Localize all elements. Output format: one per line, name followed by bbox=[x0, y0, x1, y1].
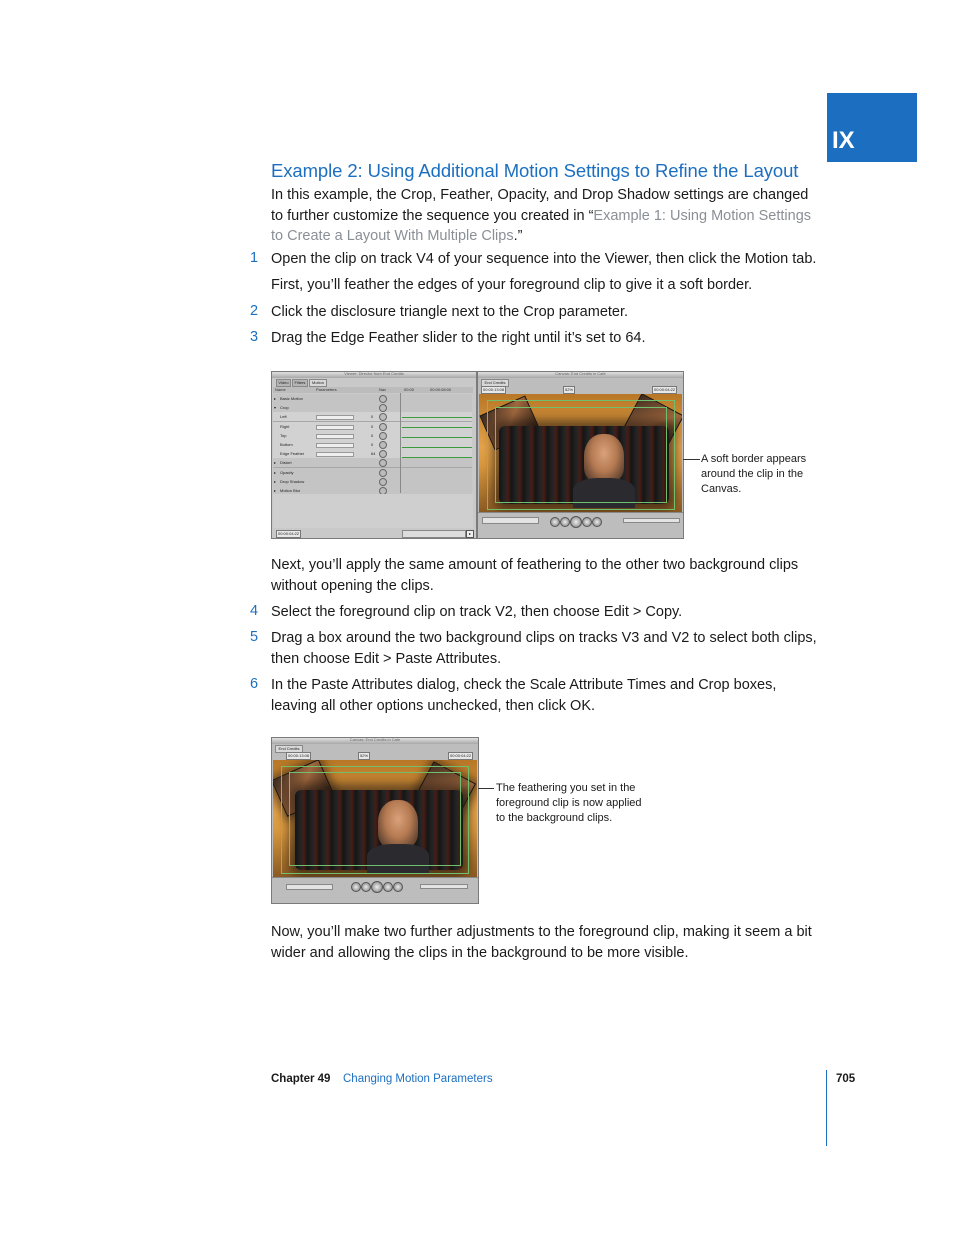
keyframe-button-icon[interactable] bbox=[379, 404, 387, 412]
play-around-button[interactable] bbox=[383, 882, 393, 892]
canvas-video-frame bbox=[273, 760, 477, 877]
parameter-label: Opacity bbox=[280, 469, 294, 475]
canvas-transport-controls bbox=[272, 877, 478, 903]
parameter-slider[interactable] bbox=[316, 425, 354, 430]
play-around-button[interactable] bbox=[582, 517, 592, 527]
canvas-title-bar bbox=[272, 738, 478, 744]
play-in-to-out-button[interactable] bbox=[560, 517, 570, 527]
keyframe-button-icon[interactable] bbox=[379, 423, 387, 431]
section-heading: Example 2: Using Additional Motion Settings to Refine the Layout bbox=[271, 160, 799, 181]
canvas-title-bar bbox=[478, 372, 683, 378]
column-nav: Nav bbox=[379, 387, 387, 392]
play-button[interactable] bbox=[570, 516, 582, 528]
next-edit-button[interactable] bbox=[393, 882, 403, 892]
timeline-divider bbox=[400, 393, 401, 493]
play-in-to-out-button[interactable] bbox=[361, 882, 371, 892]
parameter-label: Top bbox=[280, 432, 287, 438]
step-number: 3 bbox=[250, 329, 259, 345]
footer-divider bbox=[826, 1070, 827, 1146]
canvas-duration-timecode[interactable]: 00:00:13:08 bbox=[483, 387, 505, 392]
canvas-title: Canvas: End Credits in Cafe bbox=[349, 737, 401, 742]
column-parameters: Parameters bbox=[316, 387, 337, 392]
viewer-title: Viewer: Director from End Credits bbox=[344, 371, 404, 376]
disclosure-triangle-icon[interactable]: ▸ bbox=[274, 396, 277, 401]
parameter-label: Basic Motion bbox=[280, 396, 303, 401]
canvas-transport-controls bbox=[478, 512, 683, 538]
disclosure-triangle-icon[interactable]: ▸ bbox=[274, 488, 277, 493]
parameter-label: Crop bbox=[280, 405, 289, 411]
viewer-timecode[interactable]: 00:00:04:22 bbox=[278, 531, 300, 536]
disclosure-triangle-icon[interactable]: ▸ bbox=[274, 469, 277, 475]
disclosure-triangle-icon[interactable]: ▸ bbox=[274, 478, 277, 484]
parameter-label: Right bbox=[280, 423, 290, 429]
intro-paragraph bbox=[271, 185, 819, 247]
footer-chapter-label: Chapter 49 bbox=[271, 1073, 331, 1085]
callout-leader-line bbox=[478, 788, 494, 789]
keyframe-button-icon[interactable] bbox=[379, 450, 387, 458]
step-text: Drag a box around the two background clips on tracks V3 and V2 to select both clips, then choose Edit > Paste Attributes. bbox=[271, 630, 817, 667]
keyframe-button-icon[interactable] bbox=[379, 395, 387, 403]
step-number: 2 bbox=[250, 303, 259, 319]
play-button[interactable] bbox=[371, 881, 383, 893]
shuttle-control[interactable] bbox=[286, 884, 333, 890]
next-paragraph: Next, you’ll apply the same amount of feathering to the other two background clips without opening the clips. bbox=[271, 557, 799, 594]
page-number: 705 bbox=[836, 1073, 856, 1085]
keyframe-button-icon[interactable] bbox=[379, 469, 387, 477]
step-number: 1 bbox=[250, 250, 259, 266]
keyframe-button-icon[interactable] bbox=[379, 441, 387, 449]
intro-cross-reference-link[interactable]: Example 1: Using Motion Settings to Create a Layout With Multiple Clips bbox=[271, 207, 812, 244]
previous-edit-button[interactable] bbox=[550, 517, 560, 527]
parameter-value[interactable]: 0 bbox=[371, 432, 374, 438]
tab-filters[interactable]: Filters bbox=[292, 379, 308, 387]
tab-video[interactable]: Video bbox=[276, 379, 291, 387]
parameter-empty-area bbox=[273, 494, 473, 528]
footer-chapter-title-link[interactable]: Changing Motion Parameters bbox=[343, 1073, 493, 1085]
viewer-zoom-slider[interactable] bbox=[402, 530, 466, 538]
step-text: Drag the Edge Feather slider to the right until it’s set to 64. bbox=[271, 330, 646, 346]
scroll-right-arrow-icon[interactable]: ▸ bbox=[466, 530, 474, 538]
parameter-slider[interactable] bbox=[316, 443, 354, 448]
keyframe-line bbox=[402, 417, 472, 418]
disclosure-triangle-icon[interactable]: ▾ bbox=[274, 405, 277, 411]
step-text: In the Paste Attributes dialog, check the Scale Attribute Times and Crop boxes, leaving all other options unchecked, then click OK. bbox=[271, 677, 777, 714]
step-text: Click the disclosure triangle next to the Crop parameter. bbox=[271, 304, 629, 320]
parameter-value[interactable]: 0 bbox=[371, 442, 374, 447]
canvas-window-screenshot bbox=[477, 371, 684, 539]
step-number: 5 bbox=[250, 629, 259, 645]
parameter-label: Drop Shadow bbox=[280, 478, 305, 484]
title-safe-inner bbox=[289, 772, 461, 866]
canvas-zoom-menu[interactable]: 52% bbox=[565, 387, 574, 392]
parameter-label: Distort bbox=[280, 460, 292, 466]
keyframe-button-icon[interactable] bbox=[379, 478, 387, 486]
keyframe-line bbox=[402, 437, 472, 438]
parameter-value[interactable]: 64 bbox=[371, 451, 376, 457]
keyframe-button-icon[interactable] bbox=[379, 432, 387, 440]
jog-control[interactable] bbox=[623, 518, 680, 523]
step-text: Open the clip on track V4 of your sequence into the Viewer, then click the Motion tab. bbox=[271, 251, 817, 267]
previous-edit-button[interactable] bbox=[351, 882, 361, 892]
note-paragraph: First, you’ll feather the edges of your foreground clip to give it a soft border. bbox=[271, 277, 753, 293]
title-safe-inner bbox=[495, 407, 667, 503]
parameter-slider[interactable] bbox=[316, 415, 354, 420]
parameter-label: Motion Blur bbox=[280, 488, 301, 493]
parameter-slider[interactable] bbox=[316, 434, 354, 439]
part-tab-label: IX bbox=[832, 127, 855, 154]
canvas-zoom-menu[interactable]: 52% bbox=[360, 753, 369, 758]
parameter-column-headers bbox=[273, 387, 473, 393]
keyframe-button-icon[interactable] bbox=[379, 413, 387, 421]
figure1-callout: A soft border appears around the clip in the Canvas. bbox=[701, 453, 807, 495]
parameter-value[interactable]: 0 bbox=[371, 423, 374, 429]
keyframe-line bbox=[402, 427, 472, 428]
shuttle-control[interactable] bbox=[482, 517, 539, 524]
keyframe-line bbox=[402, 447, 472, 448]
parameter-label: Left bbox=[280, 414, 287, 420]
column-end-time: 00:00:08:00 bbox=[430, 387, 452, 392]
tab-end-credits[interactable]: End Credits bbox=[275, 745, 303, 753]
parameter-value[interactable]: 0 bbox=[371, 414, 374, 420]
figure2-callout: The feathering you set in the foreground clip is now applied to the background clips. bbox=[496, 782, 642, 824]
disclosure-triangle-icon[interactable]: ▸ bbox=[274, 460, 277, 466]
viewer-window-screenshot bbox=[271, 371, 477, 539]
canvas-window-screenshot-2 bbox=[271, 737, 479, 904]
parameter-label: Bottom bbox=[280, 442, 293, 447]
parameter-slider[interactable] bbox=[316, 452, 354, 457]
step-number: 6 bbox=[250, 676, 259, 692]
canvas-current-timecode[interactable]: 00:00:04:22 bbox=[450, 753, 472, 758]
tab-motion[interactable]: Motion bbox=[309, 379, 327, 387]
keyframe-button-icon[interactable] bbox=[379, 459, 387, 467]
next-edit-button[interactable] bbox=[592, 517, 602, 527]
canvas-current-timecode[interactable]: 00:00:04:22 bbox=[654, 387, 676, 392]
step-number: 4 bbox=[250, 603, 259, 619]
column-start-time: 00:00 bbox=[404, 387, 415, 392]
viewer-title-bar bbox=[272, 372, 476, 378]
parameter-label: Edge Feather bbox=[280, 451, 305, 457]
part-tab bbox=[827, 93, 917, 162]
tab-end-credits[interactable]: End Credits bbox=[481, 379, 509, 387]
callout-leader-line bbox=[683, 459, 700, 460]
intro-text-end: .” bbox=[513, 228, 523, 244]
column-name: Name bbox=[275, 387, 286, 392]
step-text: Select the foreground clip on track V2, then choose Edit > Copy. bbox=[271, 604, 683, 620]
jog-control[interactable] bbox=[420, 884, 468, 889]
now-paragraph: Now, you’ll make two further adjustments to the foreground clip, making it seem a bit wider and allowing the clips in the background to be more visible. bbox=[271, 924, 812, 961]
keyframe-line bbox=[402, 457, 472, 458]
canvas-duration-timecode[interactable]: 00:00:13:08 bbox=[288, 753, 310, 758]
canvas-title: Canvas: End Credits in Cafe bbox=[555, 371, 606, 376]
intro-text: In this example, the Crop, Feather, Opacity, and Drop Shadow settings are changed to further customize the sequence you created in “ bbox=[271, 187, 809, 224]
canvas-video-frame bbox=[479, 394, 682, 512]
